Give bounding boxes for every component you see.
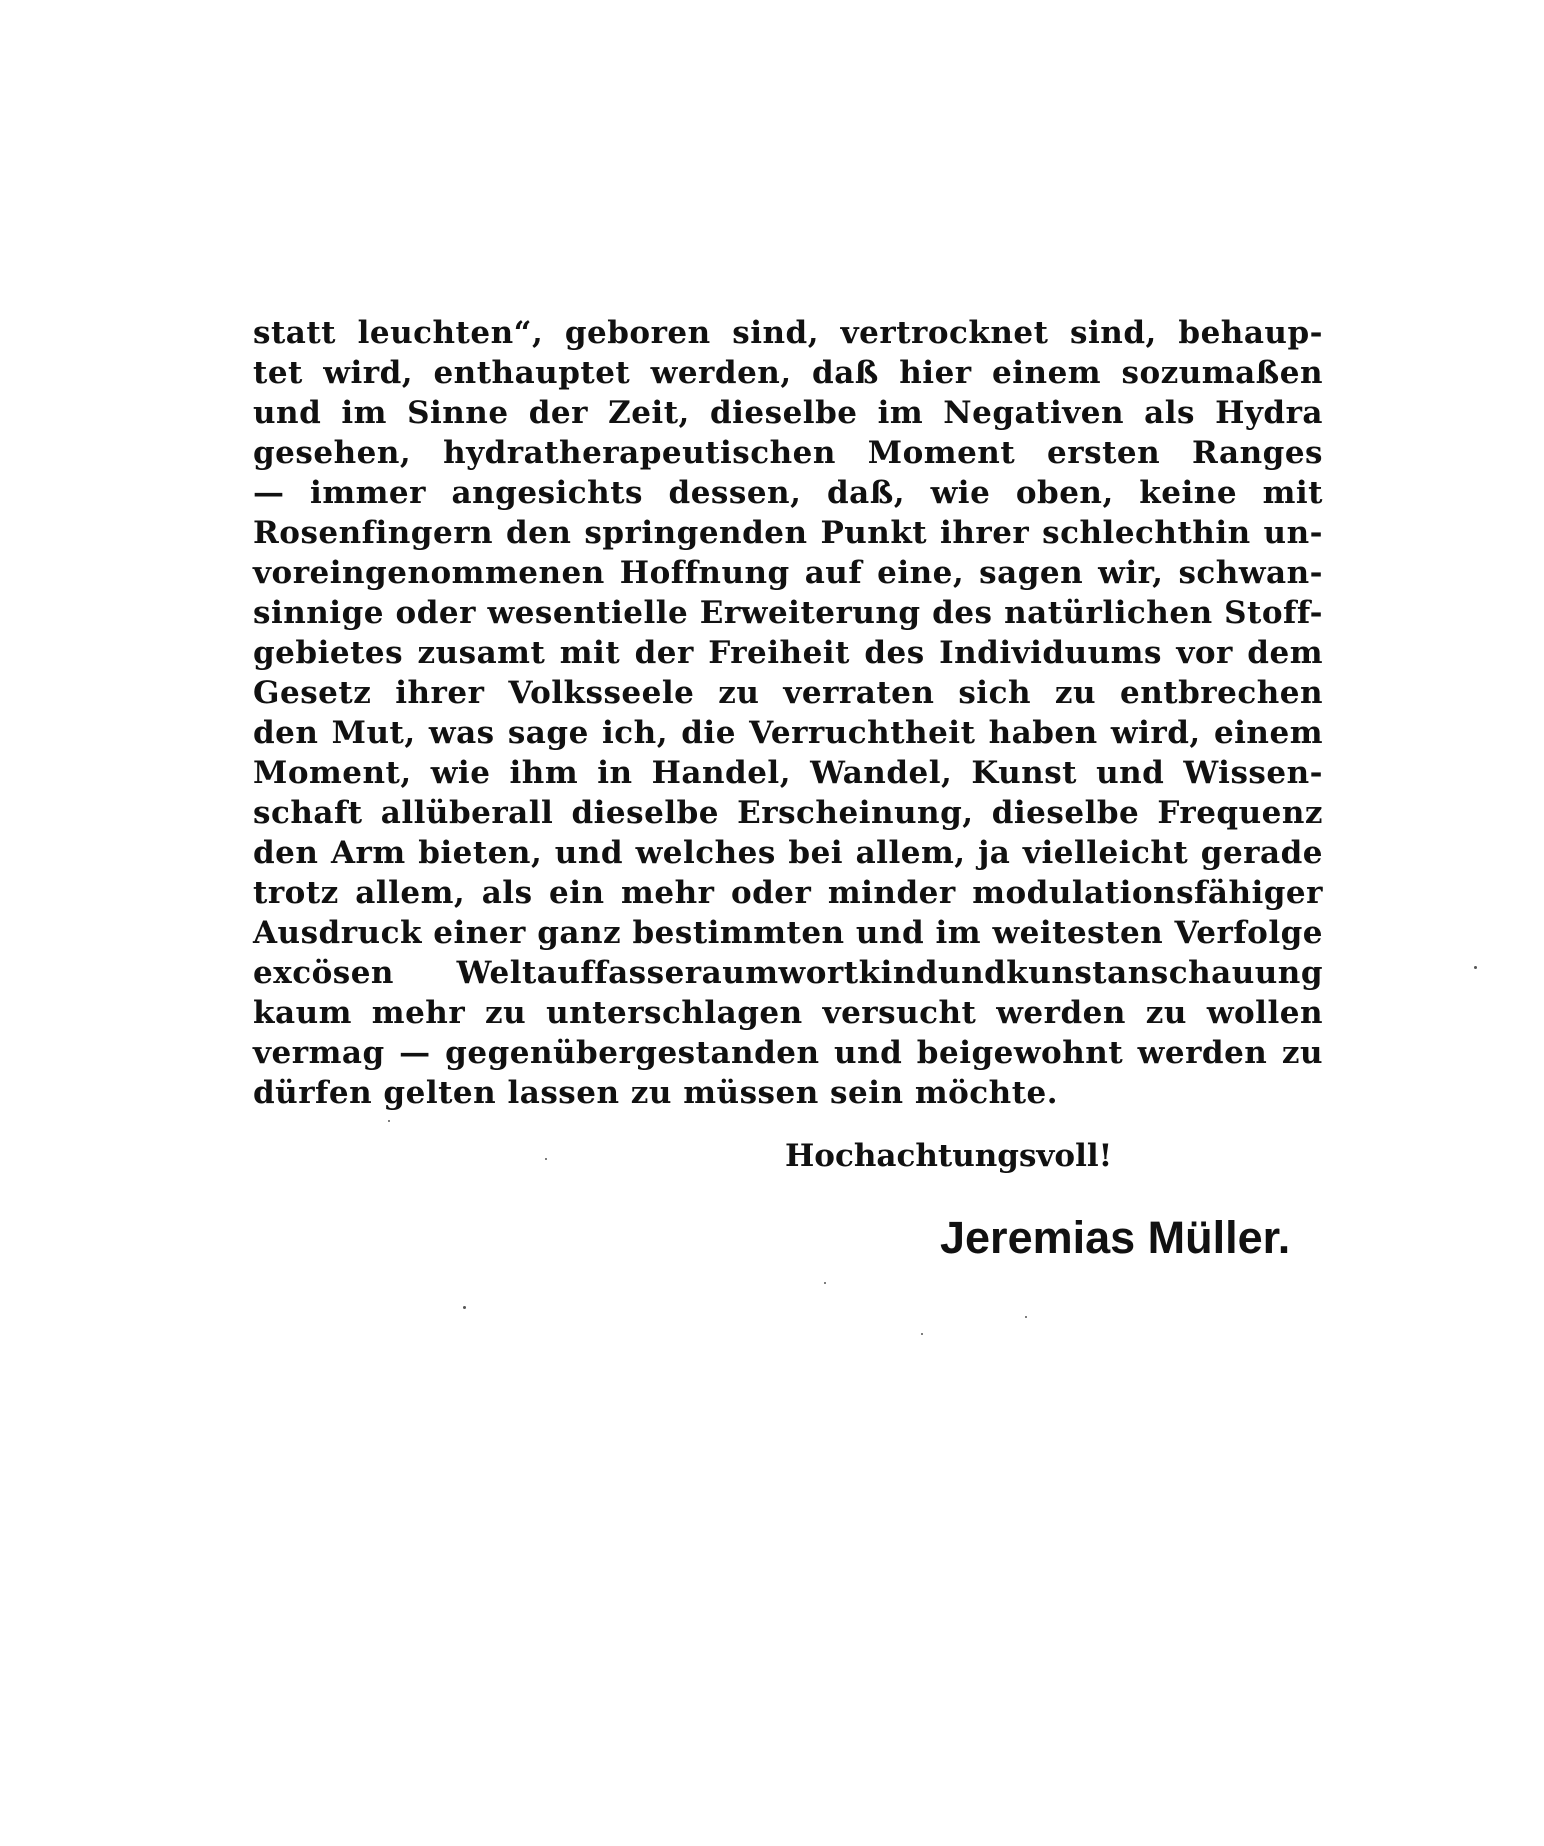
text-line: und im Sinne der Zeit, dieselbe im Negativen als Hydra (253, 395, 1323, 431)
paper-speck (824, 1282, 826, 1284)
text-line: Moment, wie ihm in Handel, Wandel, Kunst und Wissen- (253, 755, 1323, 791)
text-line: voreingenommenen Hoffnung auf eine, sagen wir, schwan- (253, 555, 1323, 591)
closing-salutation: Hochachtungsvoll! (785, 1138, 1113, 1174)
text-line: den Mut, was sage ich, die Verruchtheit haben wird, einem (253, 715, 1323, 751)
text-line: vermag — gegenübergestanden und beigewohnt werden zu (253, 1035, 1323, 1071)
text-line: tet wird, enthauptet werden, daß hier einem sozumaßen (253, 355, 1323, 391)
letter-body (253, 313, 1323, 1113)
text-line: statt leuchten“, geboren sind, vertrocknet sind, behaup- (253, 315, 1323, 351)
paper-speck (1025, 1316, 1027, 1318)
text-line: schaft allüberall dieselbe Erscheinung, dieselbe Frequenz (253, 795, 1323, 831)
text-line: excösen Weltauffasseraumwortkindundkunstanschauung (253, 955, 1323, 991)
text-line: Ausdruck einer ganz bestimmten und im weitesten Verfolge (253, 915, 1323, 951)
text-line: kaum mehr zu unterschlagen versucht werden zu wollen (253, 995, 1323, 1031)
text-line: — immer angesichts dessen, daß, wie oben, keine mit (253, 475, 1323, 511)
text-line-last: dürfen gelten lassen zu müssen sein möchte. (253, 1075, 1059, 1111)
paper-speck (463, 1306, 466, 1309)
text-line: gebietes zusamt mit der Freiheit des Individuums vor dem (253, 635, 1323, 671)
text-line: Rosenfingern den springenden Punkt ihrer schlechthin un- (253, 515, 1323, 551)
paper-speck (545, 1158, 547, 1160)
text-line: sinnige oder wesentielle Erweiterung des natürlichen Stoff- (253, 595, 1323, 631)
signature-name: Jeremias Müller. (940, 1212, 1291, 1263)
text-line: trotz allem, als ein mehr oder minder modulationsfähiger (253, 875, 1323, 911)
text-line: Gesetz ihrer Volksseele zu verraten sich zu entbrechen (253, 675, 1323, 711)
paper-speck (388, 1120, 390, 1122)
text-line: gesehen, hydratherapeutischen Moment ersten Ranges (253, 435, 1323, 471)
text-line: den Arm bieten, und welches bei allem, ja vielleicht gerade (253, 835, 1323, 871)
paper-speck (921, 1333, 923, 1335)
paper-speck (1474, 966, 1477, 969)
